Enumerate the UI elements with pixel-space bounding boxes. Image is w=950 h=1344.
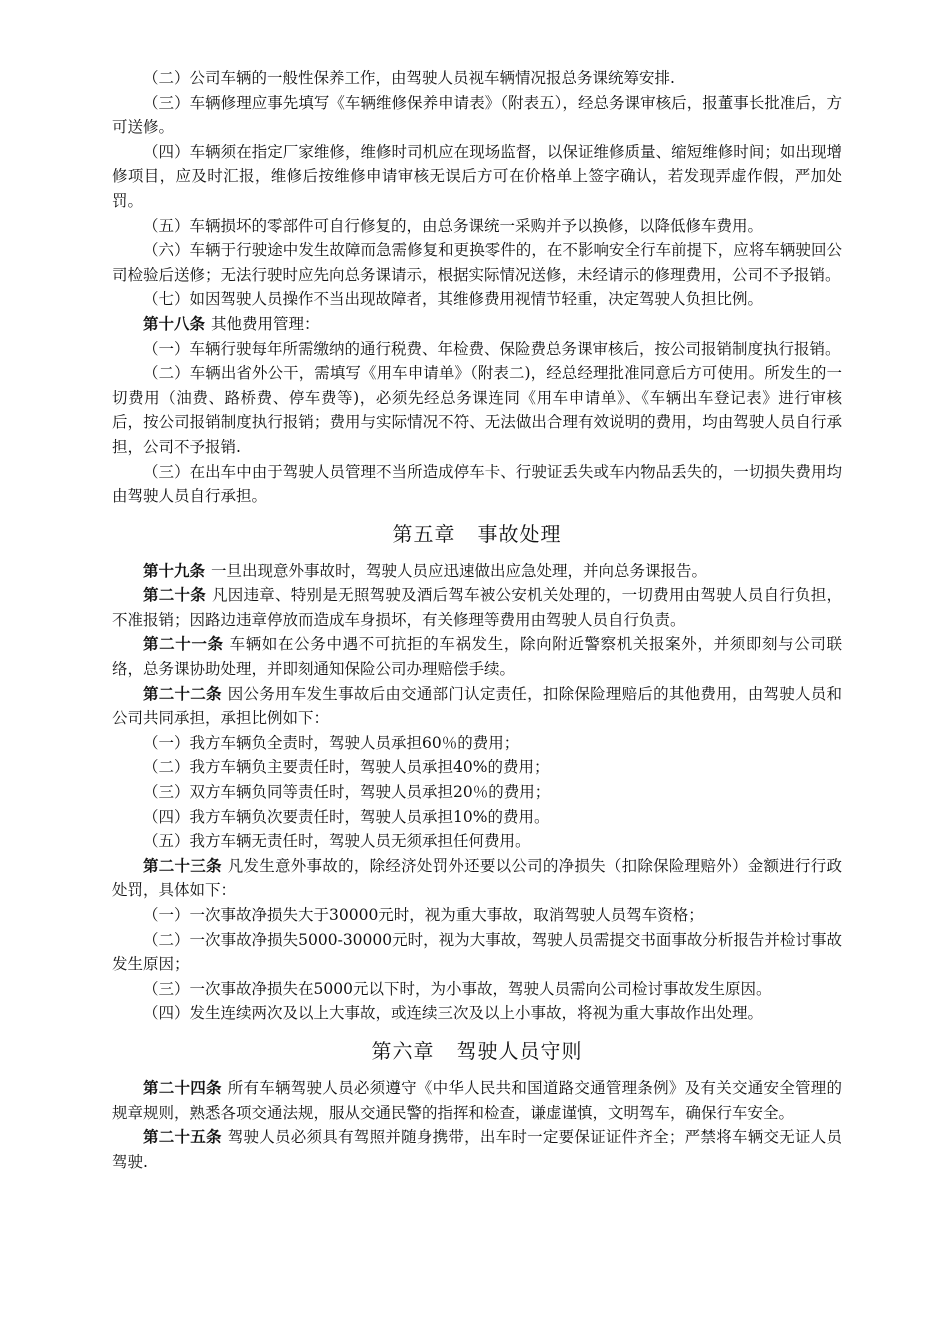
article-number: 第十八条: [143, 313, 206, 333]
article-paragraph: [112, 632, 842, 681]
paragraph-text: （七）如因驾驶人员操作不当出现故障者，其维修费用视情节轻重，决定驾驶人负担比例。: [143, 290, 764, 309]
clause-paragraph: [112, 755, 842, 780]
article-number: 第二十二条: [143, 683, 222, 703]
clause-paragraph: [112, 66, 842, 91]
paragraph-text: （一）我方车辆负全责时，驾驶人员承担60％的费用；: [143, 733, 520, 752]
clause-paragraph: [112, 829, 842, 854]
document-page: [112, 66, 842, 1174]
paragraph-text: （一）一次事故净损失大于30000元时，视为重大事故，取消驾驶人员驾车资格；: [143, 906, 704, 924]
clause-paragraph: [112, 731, 842, 756]
clause-paragraph: [112, 214, 842, 239]
paragraph-text: （四）我方车辆负次要责任时，驾驶人员承担10%的费用。: [143, 807, 550, 826]
paragraph-text: （三）在出车中由于驾驶人员管理不当所造成停车卡、行驶证丢失或车内物品丢失的，一切损失费用均由驾驶人员自行承担。: [112, 462, 842, 506]
article-number: 第二十条: [143, 585, 207, 605]
paragraph-text: （三）车辆修理应事先填写《车辆维修保养申请表》（附表五），经总务课审核后，报董事长批准后，方可送修。: [112, 93, 842, 137]
clause-paragraph: [112, 977, 842, 1002]
clause-paragraph: [112, 361, 842, 459]
article-number: 第二十一条: [143, 634, 224, 654]
clause-paragraph: [112, 1001, 842, 1026]
paragraph-text: （二）车辆出省外公干，需填写《用车申请单》（附表二)，经总经理批准同意后方可使用。所发生的一切费用（油费、路桥费、停车费等)，必须先经总务课连同《用车申请单》、《车辆出车登记表》进行审核后，按公司报销制度执行报销；费用与实际情况不符、无法做出合理有效说明的费用，均由驾驶人员自行承担，公司不予报销.: [112, 364, 842, 456]
article-paragraph: [112, 312, 842, 337]
paragraph-text: （六）车辆于行驶途中发生故障而急需修复和更换零件的，在不影响安全行车前提下，应将车辆驶回公司检验后送修；无法行驶时应先向总务课请示，根据实际情况送修，未经请示的修理费用，公司不予报销。: [112, 241, 842, 284]
chapter-title: 事故处理: [477, 521, 562, 546]
chapter-number: 第五章: [392, 521, 456, 546]
chapter-5-heading: [112, 519, 842, 549]
paragraph-text: （一）车辆行驶每年所需缴纳的通行税费、年检费、保险费总务课审核后，按公司报销制度执行报销。: [143, 339, 841, 358]
section-accident-handling: [112, 559, 842, 1026]
paragraph-text: （二）我方车辆负主要责任时，驾驶人员承担40%的费用；: [143, 758, 550, 777]
paragraph-text: 凡发生意外事故的，除经济处罚外还要以公司的净损失（扣除保险理赔外）金额进行行政处罚，具体如下：: [112, 856, 842, 900]
article-paragraph: [112, 1076, 842, 1125]
paragraph-text: 所有车辆驾驶人员必须遵守《中华人民共和国道路交通管理条例》及有关交通安全管理的规章规则，熟悉各项交通法规，服从交通民警的指挥和检查，谦虚谨慎，文明驾车，确保行车安全。: [112, 1078, 842, 1122]
paragraph-text: 其他费用管理：: [211, 314, 320, 333]
chapter-title: 驾驶人员守则: [456, 1038, 583, 1063]
article-number: 第十九条: [143, 560, 206, 580]
paragraph-text: （三）双方车辆负同等责任时，驾驶人员承担20％的费用；: [143, 783, 551, 802]
clause-paragraph: [112, 238, 842, 287]
paragraph-text: 车辆如在公务中遇不可抗拒的车祸发生，除向附近警察机关报案外，并须即刻与公司联络，总务课协助处理，并即刻通知保险公司办理赔偿手续。: [112, 635, 842, 679]
clause-paragraph: [112, 287, 842, 312]
paragraph-text: 因公务用车发生事故后由交通部门认定责任，扣除保险理赔后的其他费用，由驾驶人员和公司共同承担，承担比例如下：: [112, 684, 842, 728]
clause-paragraph: [112, 460, 842, 509]
paragraph-text: （四）车辆须在指定厂家维修，维修时司机应在现场监督，以保证维修质量、缩短维修时间；如出现增修项目，应及时汇报，维修后按维修申请审核无误后方可在价格单上签字确认，若发现弄虚作假，严加处罚。: [112, 142, 842, 210]
article-paragraph: [112, 1125, 842, 1174]
article-number: 第二十三条: [143, 855, 222, 875]
clause-paragraph: [112, 903, 842, 928]
section-driver-rules: [112, 1076, 842, 1174]
paragraph-text: （五）车辆损坏的零部件可自行修复的，由总务课统一采购并予以换修，以降低修车费用。: [143, 216, 764, 235]
clause-paragraph: [112, 337, 842, 362]
paragraph-text: 驾驶人员必须具有驾照并随身携带，出车时一定要保证证件齐全；严禁将车辆交无证人员驾驶.: [112, 1128, 842, 1171]
chapter-6-heading: [112, 1036, 842, 1066]
clause-paragraph: [112, 780, 842, 805]
paragraph-text: （二）公司车辆的一般性保养工作，由驾驶人员视车辆情况报总务课统筹安排.: [143, 69, 675, 87]
article-paragraph: [112, 559, 842, 584]
clause-paragraph: [112, 928, 842, 977]
clause-paragraph: [112, 140, 842, 214]
paragraph-text: 一旦出现意外事故时，驾驶人员应迅速做出应急处理，并向总务课报告。: [211, 561, 708, 580]
section-vehicle-maintenance: [112, 66, 842, 509]
article-paragraph: [112, 682, 842, 731]
article-paragraph: [112, 854, 842, 903]
article-paragraph: [112, 583, 842, 632]
clause-paragraph: [112, 91, 842, 140]
paragraph-text: （三）一次事故净损失在5000元以下时，为小事故，驾驶人员需向公司检讨事故发生原因。: [143, 979, 772, 998]
paragraph-text: （五）我方车辆无责任时，驾驶人员无须承担任何费用。: [143, 832, 531, 851]
paragraph-text: 凡因违章、特别是无照驾驶及酒后驾车被公安机关处理的，一切费用由驾驶人员自行负担，不准报销；因路边违章停放而造成车身损坏，有关修理等费用由驾驶人员自行负责。: [112, 586, 842, 629]
paragraph-text: （四）发生连续两次及以上大事故，或连续三次及以上小事故，将视为重大事故作出处理。: [143, 1004, 764, 1023]
chapter-number: 第六章: [371, 1038, 435, 1063]
article-number: 第二十五条: [143, 1127, 222, 1147]
clause-paragraph: [112, 805, 842, 830]
article-number: 第二十四条: [143, 1077, 222, 1097]
paragraph-text: （二）一次事故净损失5000-30000元时，视为大事故，驾驶人员需提交书面事故分析报告并检讨事故发生原因；: [112, 930, 842, 974]
